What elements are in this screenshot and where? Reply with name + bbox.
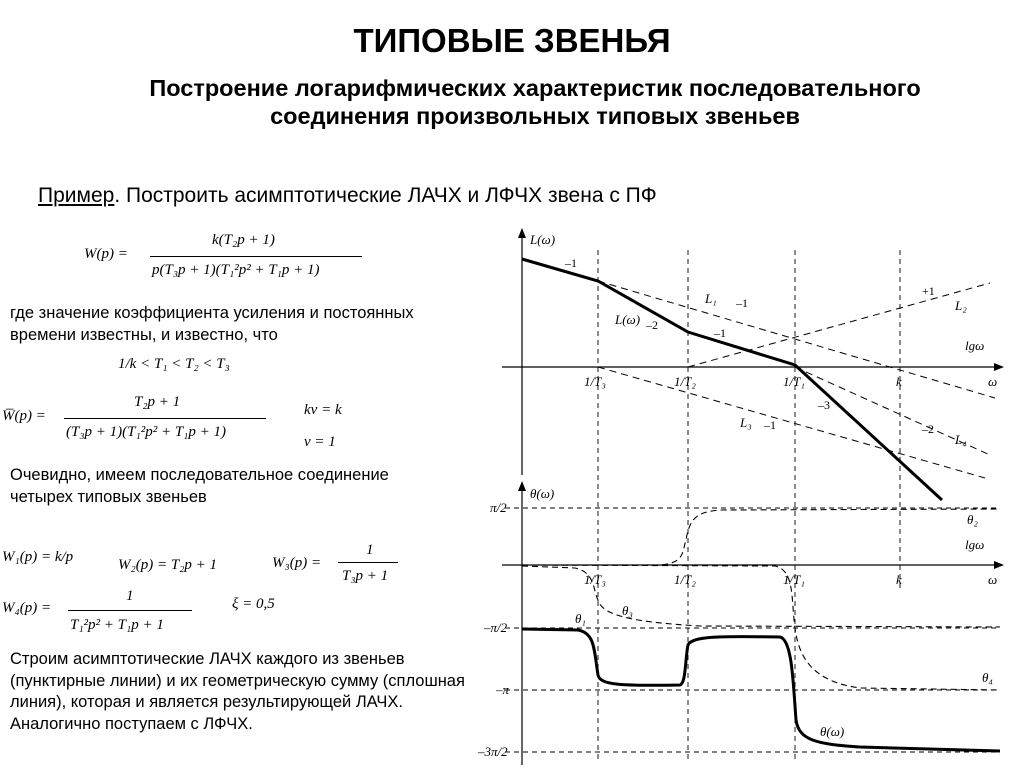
formula-W-den: p(T₃p + 1)(T₁²p² + T₁p + 1) bbox=[152, 262, 320, 278]
phase-pi2: π/2 bbox=[490, 500, 507, 515]
example-line bbox=[38, 184, 657, 208]
fraction-bar bbox=[68, 610, 192, 611]
text-block-3: Строим асимптотические ЛАЧХ каждого из звеньев (пунктирные линии) и их геометрическую сумму (сплошная линия), которая и является результирующей ЛАЧХ. Аналогично поступаем с ЛФЧХ. bbox=[10, 650, 465, 733]
formula-W1: W₁(p) = k/p bbox=[2, 549, 74, 565]
formula-xi: ξ = 0,5 bbox=[232, 596, 275, 612]
L3-line bbox=[598, 367, 985, 478]
L2-line bbox=[688, 283, 990, 367]
phase-minus-pi: –π bbox=[496, 682, 510, 697]
lgw-label: lgω bbox=[965, 338, 985, 353]
text-block-1: где значение коэффициента усиления и постоянных времени известны, и известно, что bbox=[10, 304, 414, 344]
L-axis-label: L(ω) bbox=[530, 232, 556, 247]
theta-tick-1T2: 1/T₂ bbox=[674, 572, 696, 587]
tick-k: k bbox=[896, 374, 902, 389]
formula-nu: ν = 1 bbox=[304, 434, 336, 450]
theta3-curve bbox=[522, 566, 1000, 627]
L-horizontal-arrow bbox=[994, 363, 1004, 371]
theta-tick-1T1: 1/T₁ bbox=[783, 572, 805, 587]
slope-p1: +1 bbox=[922, 284, 935, 298]
omega-label: ω bbox=[988, 374, 998, 389]
theta-axis-label: θ(ω) bbox=[530, 486, 555, 501]
fraction-bar bbox=[150, 256, 362, 257]
tick-1T2: 1/T₂ bbox=[674, 374, 696, 389]
formula-W3-num: 1 bbox=[366, 542, 374, 558]
page-title: ТИПОВЫЕ ЗВЕНЬЯ bbox=[353, 22, 671, 59]
diagram-labels bbox=[477, 232, 997, 759]
theta1-label: θ₁ bbox=[575, 611, 586, 626]
fraction-bar bbox=[64, 418, 266, 419]
L4-line bbox=[795, 367, 990, 455]
theta3-label: θ₃ bbox=[622, 603, 633, 618]
formula-W-num: k(T₂p + 1) bbox=[212, 232, 275, 248]
slope-m1d: –1 bbox=[764, 418, 776, 432]
Lw-label: L(ω) bbox=[615, 312, 641, 327]
L-total-curve bbox=[522, 259, 942, 500]
formula-W3-den: T₃p + 1 bbox=[342, 568, 389, 584]
formula-knu: kν = k bbox=[304, 402, 342, 418]
L2-label: L₂ bbox=[955, 298, 967, 313]
theta-tick-1T3: 1/T₃ bbox=[584, 572, 606, 587]
theta-horizontal-arrow bbox=[994, 561, 1004, 569]
theta2-curve bbox=[522, 509, 1000, 565]
formula-W4-den: T₁²p² + T₁p + 1 bbox=[70, 617, 164, 633]
slope-m2: –2 bbox=[646, 318, 658, 332]
theta-tick-k: k bbox=[896, 572, 902, 587]
L4-label: L₄ bbox=[955, 432, 967, 447]
formula-Wbar-num: T₂p + 1 bbox=[134, 394, 181, 410]
formula-W3-lhs: W₃(p) = bbox=[272, 555, 322, 571]
phase-minus-pi2: –π/2 bbox=[484, 620, 508, 635]
formula-W4-num: 1 bbox=[126, 588, 134, 604]
slope-m1c: –1 bbox=[714, 326, 726, 340]
theta-omega-label: ω bbox=[988, 572, 998, 587]
theta2-label: θ₂ bbox=[967, 512, 978, 527]
text-block-2: Очевидно, имеем последовательное соединение четырех типовых звеньев bbox=[10, 466, 389, 506]
example-text: . Построить асимптотические ЛАЧХ и ЛФЧХ звена с ПФ bbox=[114, 184, 657, 207]
example-prefix: Пример bbox=[38, 184, 115, 207]
theta-axis-arrow bbox=[518, 481, 526, 491]
theta-w-label: θ(ω) bbox=[820, 724, 845, 739]
diagram-lines bbox=[502, 228, 1004, 765]
theta4-curve bbox=[522, 565, 1000, 690]
tick-1T1: 1/T₁ bbox=[783, 374, 805, 389]
theta4-label: θ₄ bbox=[982, 670, 993, 685]
theta-lgw-label: lgω bbox=[965, 537, 985, 552]
formula-W-lhs: W(p) = bbox=[84, 246, 128, 262]
formula-W4-lhs: W₄(p) = bbox=[2, 600, 52, 616]
slope-m2b: –2 bbox=[922, 422, 934, 436]
L1-label: L₁ bbox=[705, 291, 717, 306]
page-subtitle: Построение логарифмических характеристик последовательного соединения произвольных типовых звеньев bbox=[149, 75, 921, 129]
formula-inequality: 1/k < T₁ < T₂ < T₃ bbox=[118, 356, 230, 372]
L1-line bbox=[598, 281, 998, 398]
formula-Wbar-lhs: W̅(p) = bbox=[2, 408, 46, 424]
formula-Wbar-den: (T₃p + 1)(T₁²p² + T₁p + 1) bbox=[66, 424, 227, 440]
fraction-bar bbox=[338, 562, 398, 563]
L3-label: L₃ bbox=[740, 415, 752, 430]
slope-m3: –3 bbox=[818, 398, 830, 412]
slope-m1a: –1 bbox=[565, 256, 577, 270]
theta-total-curve bbox=[522, 629, 1000, 751]
slope-m1b: –1 bbox=[736, 296, 748, 310]
phase-minus-3pi2: –3π/2 bbox=[478, 744, 508, 759]
formula-W2: W₂(p) = T₂p + 1 bbox=[118, 557, 218, 573]
tick-1T3: 1/T₃ bbox=[584, 374, 606, 389]
L-axis-arrow bbox=[518, 228, 526, 238]
